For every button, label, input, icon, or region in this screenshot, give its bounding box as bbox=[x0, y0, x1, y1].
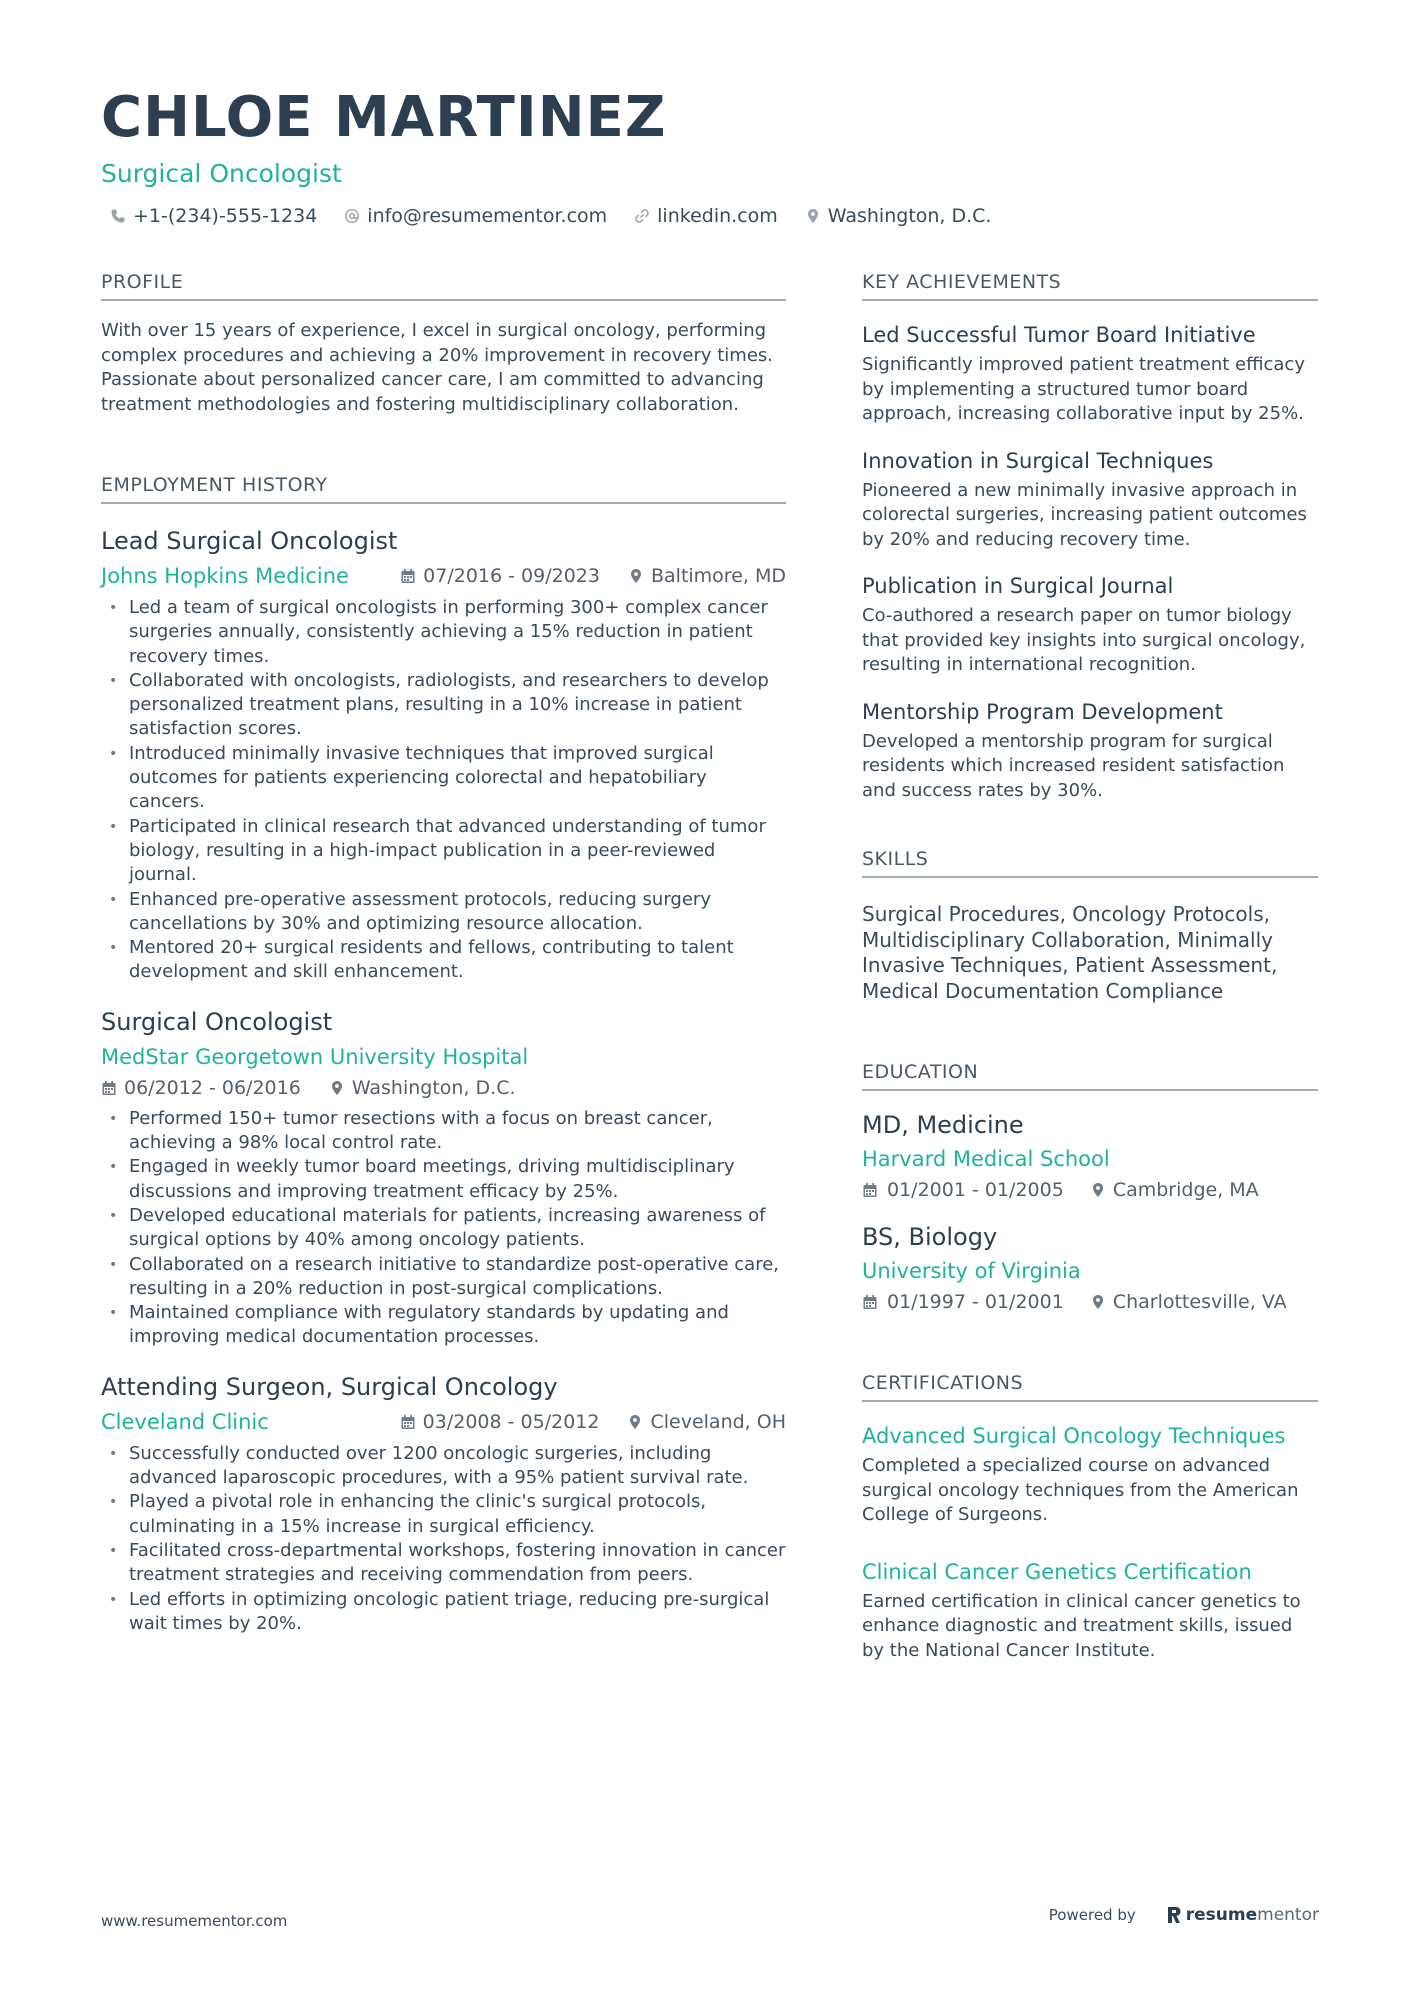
education-school: Harvard Medical School bbox=[862, 1147, 1110, 1171]
job-location: Cleveland, OH bbox=[650, 1410, 786, 1433]
right-column bbox=[862, 270, 1318, 1663]
certification-title: Clinical Cancer Genetics Certification bbox=[862, 1559, 1252, 1584]
certification-item bbox=[862, 1558, 1318, 1664]
calendar-icon bbox=[101, 1080, 117, 1096]
achievement-item bbox=[862, 447, 1318, 553]
contact-phone[interactable] bbox=[109, 205, 317, 227]
calendar-icon bbox=[400, 1414, 416, 1430]
job-title: Surgical Oncologist bbox=[101, 1007, 333, 1036]
achievement-desc: Developed a mentorship program for surgical residents which increased resident satisfaction and success rates by 30%. bbox=[862, 730, 1285, 801]
achievement-title: Led Successful Tumor Board Initiative bbox=[862, 323, 1256, 347]
contact-bar bbox=[109, 205, 1321, 227]
education-degree: BS, Biology bbox=[862, 1223, 998, 1251]
employment-section-title: EMPLOYMENT HISTORY bbox=[101, 473, 786, 504]
job-entry bbox=[101, 1007, 786, 1350]
achievement-desc: Significantly improved patient treatment efficacy by implementing a structured tumor board approach, increasing collaborative input by 25%. bbox=[862, 354, 1305, 424]
phone-icon bbox=[109, 207, 127, 225]
candidate-role: Surgical Oncologist bbox=[101, 159, 342, 188]
job-dates: 07/2016 - 09/2023 bbox=[423, 565, 600, 587]
phone-text: +1-(234)-555-1234 bbox=[133, 205, 318, 227]
education-dates: 01/1997 - 01/2001 bbox=[887, 1291, 1064, 1313]
profile-section-title: PROFILE bbox=[101, 270, 786, 301]
list-item: • Led a team of surgical oncologists in performing 300+ complex cancer surgeries annually, consistently achieving a 15% reduction in patient recovery times. bbox=[101, 596, 786, 669]
candidate-name: CHLOE MARTINEZ bbox=[101, 85, 667, 150]
list-item: • Led efforts in optimizing oncologic patient triage, reducing pre-surgical wait times by 20%. bbox=[101, 1588, 786, 1637]
job-location: Baltimore, MD bbox=[650, 565, 786, 587]
location-pin-icon bbox=[627, 1414, 643, 1430]
calendar-icon bbox=[400, 568, 416, 584]
job-company: MedStar Georgetown University Hospital bbox=[101, 1044, 529, 1069]
certification-title: Advanced Surgical Oncology Techniques bbox=[862, 1424, 1286, 1448]
job-company: Cleveland Clinic bbox=[101, 1409, 269, 1434]
email-text: info@resumementor.com bbox=[367, 205, 608, 227]
job-title: Lead Surgical Oncologist bbox=[101, 527, 398, 555]
education-section-title: EDUCATION bbox=[862, 1060, 1318, 1091]
location-pin-icon bbox=[1090, 1294, 1106, 1310]
calendar-icon bbox=[862, 1182, 878, 1198]
resume-header bbox=[101, 86, 1321, 227]
job-title: Attending Surgeon, Surgical Oncology bbox=[101, 1372, 558, 1401]
list-item: • Facilitated cross-departmental workshops, fostering innovation in cancer treatment strategies and receiving commendation from peers. bbox=[101, 1539, 786, 1588]
achievement-item bbox=[862, 698, 1318, 804]
profile-text: With over 15 years of experience, I excel in surgical oncology, performing complex procedures and achieving a 20% improvement in recovery times. Passionate about personalized cancer care, I am committed to advancing treatment methodologies and fostering multidisciplinary collaboration. bbox=[101, 320, 774, 415]
certification-desc: Completed a specialized course on advanced surgical oncology techniques from the American College of Surgeons. bbox=[862, 1455, 1299, 1525]
list-item: • Collaborated with oncologists, radiologists, and researchers to develop personalized treatment plans, resulting in a 10% increase in patient satisfaction scores. bbox=[101, 669, 786, 742]
linkedin-text: linkedin.com bbox=[657, 205, 778, 227]
list-item: • Developed educational materials for patients, increasing awareness of surgical options by 40% among oncology patients. bbox=[101, 1204, 786, 1253]
list-item: • Mentored 20+ surgical residents and fellows, contributing to talent development and skill enhancement. bbox=[101, 936, 786, 985]
list-item: • Collaborated on a research initiative to standardize post-operative care, resulting in a 20% reduction in post-surgical complications. bbox=[101, 1253, 786, 1302]
list-item: • Played a pivotal role in enhancing the clinic's surgical protocols, culminating in a 15% increase in surgical efficiency. bbox=[101, 1490, 786, 1539]
list-item: • Performed 150+ tumor resections with a focus on breast cancer, achieving a 98% local control rate. bbox=[101, 1107, 786, 1156]
calendar-icon bbox=[862, 1294, 878, 1310]
certifications-section-title: CERTIFICATIONS bbox=[862, 1371, 1318, 1402]
achievement-title: Publication in Surgical Journal bbox=[862, 574, 1174, 598]
education-dates: 01/2001 - 01/2005 bbox=[887, 1179, 1064, 1201]
job-entry bbox=[101, 1372, 786, 1636]
job-company: Johns Hopkins Medicine bbox=[101, 564, 349, 588]
powered-by-label: Powered by bbox=[1048, 1906, 1136, 1924]
location-pin-icon bbox=[804, 207, 822, 225]
education-location: Cambridge, MA bbox=[1112, 1179, 1259, 1201]
list-item: • Introduced minimally invasive techniques that improved surgical outcomes for patients experiencing colorectal and hepatobiliary cancers. bbox=[101, 742, 786, 815]
job-dates: 03/2008 - 05/2012 bbox=[422, 1410, 600, 1433]
job-location: Washington, D.C. bbox=[351, 1076, 516, 1099]
list-item: • Enhanced pre-operative assessment protocols, reducing surgery cancellations by 30% and optimizing resource allocation. bbox=[101, 888, 786, 937]
contact-linkedin[interactable] bbox=[633, 205, 778, 227]
list-item: • Successfully conducted over 1200 oncologic surgeries, including advanced laparoscopic procedures, with a 95% patient survival rate. bbox=[101, 1442, 786, 1491]
link-icon bbox=[633, 207, 651, 225]
education-degree: MD, Medicine bbox=[862, 1111, 1024, 1139]
certification-desc: Earned certification in clinical cancer genetics to enhance diagnostic and treatment skills, issued by the National Cancer Institute. bbox=[862, 1590, 1301, 1661]
at-icon bbox=[343, 207, 361, 225]
achievement-title: Mentorship Program Development bbox=[862, 699, 1223, 724]
education-location: Charlottesville, VA bbox=[1112, 1291, 1287, 1313]
brand-name-bold: resume bbox=[1185, 1905, 1258, 1925]
brand-name-light: mentor bbox=[1257, 1905, 1319, 1925]
skills-text: Surgical Procedures, Oncology Protocols, Multidisciplinary Collaboration, Minimally Invasive Techniques, Patient Assessment, Medical Documentation Compliance bbox=[862, 902, 1278, 1003]
job-bullets bbox=[101, 596, 786, 985]
footer-website[interactable]: www.resumementor.com bbox=[101, 1912, 288, 1930]
left-column bbox=[101, 270, 786, 1636]
education-school: University of Virginia bbox=[862, 1259, 1081, 1283]
education-item bbox=[862, 1221, 1318, 1315]
list-item: • Participated in clinical research that advanced understanding of tumor biology, resulting in a high-impact publication in a peer-reviewed journal. bbox=[101, 815, 786, 888]
achievement-item bbox=[862, 572, 1318, 678]
achievement-desc: Pioneered a new minimally invasive approach in colorectal surgeries, increasing patient outcomes by 20% and reducing recovery time. bbox=[862, 479, 1307, 550]
brand-logo[interactable] bbox=[1166, 1905, 1319, 1925]
job-bullets bbox=[101, 1107, 786, 1350]
contact-location bbox=[804, 205, 992, 227]
location-text: Washington, D.C. bbox=[827, 205, 992, 227]
footer-branding bbox=[1049, 1905, 1319, 1925]
skills-section-title: SKILLS bbox=[862, 847, 1318, 878]
list-item: • Maintained compliance with regulatory standards by updating and improving medical documentation processes. bbox=[101, 1301, 786, 1350]
job-entry bbox=[101, 526, 786, 985]
job-bullets bbox=[101, 1442, 786, 1636]
education-item bbox=[862, 1109, 1318, 1203]
location-pin-icon bbox=[628, 568, 644, 584]
achievement-item bbox=[862, 321, 1318, 427]
location-pin-icon bbox=[1090, 1182, 1106, 1198]
contact-email[interactable] bbox=[343, 205, 607, 227]
achievement-desc: Co-authored a research paper on tumor biology that provided key insights into surgical oncology, resulting in international recognition. bbox=[862, 605, 1306, 675]
achievements-section-title: KEY ACHIEVEMENTS bbox=[862, 270, 1318, 301]
certification-item bbox=[862, 1422, 1318, 1528]
location-pin-icon bbox=[329, 1080, 345, 1096]
job-dates: 06/2012 - 06/2016 bbox=[124, 1076, 301, 1099]
achievement-title: Innovation in Surgical Techniques bbox=[862, 448, 1214, 473]
resumementor-logo-icon bbox=[1166, 1905, 1182, 1925]
list-item: • Engaged in weekly tumor board meetings, driving multidisciplinary discussions and improving treatment efficacy by 25%. bbox=[101, 1155, 786, 1204]
